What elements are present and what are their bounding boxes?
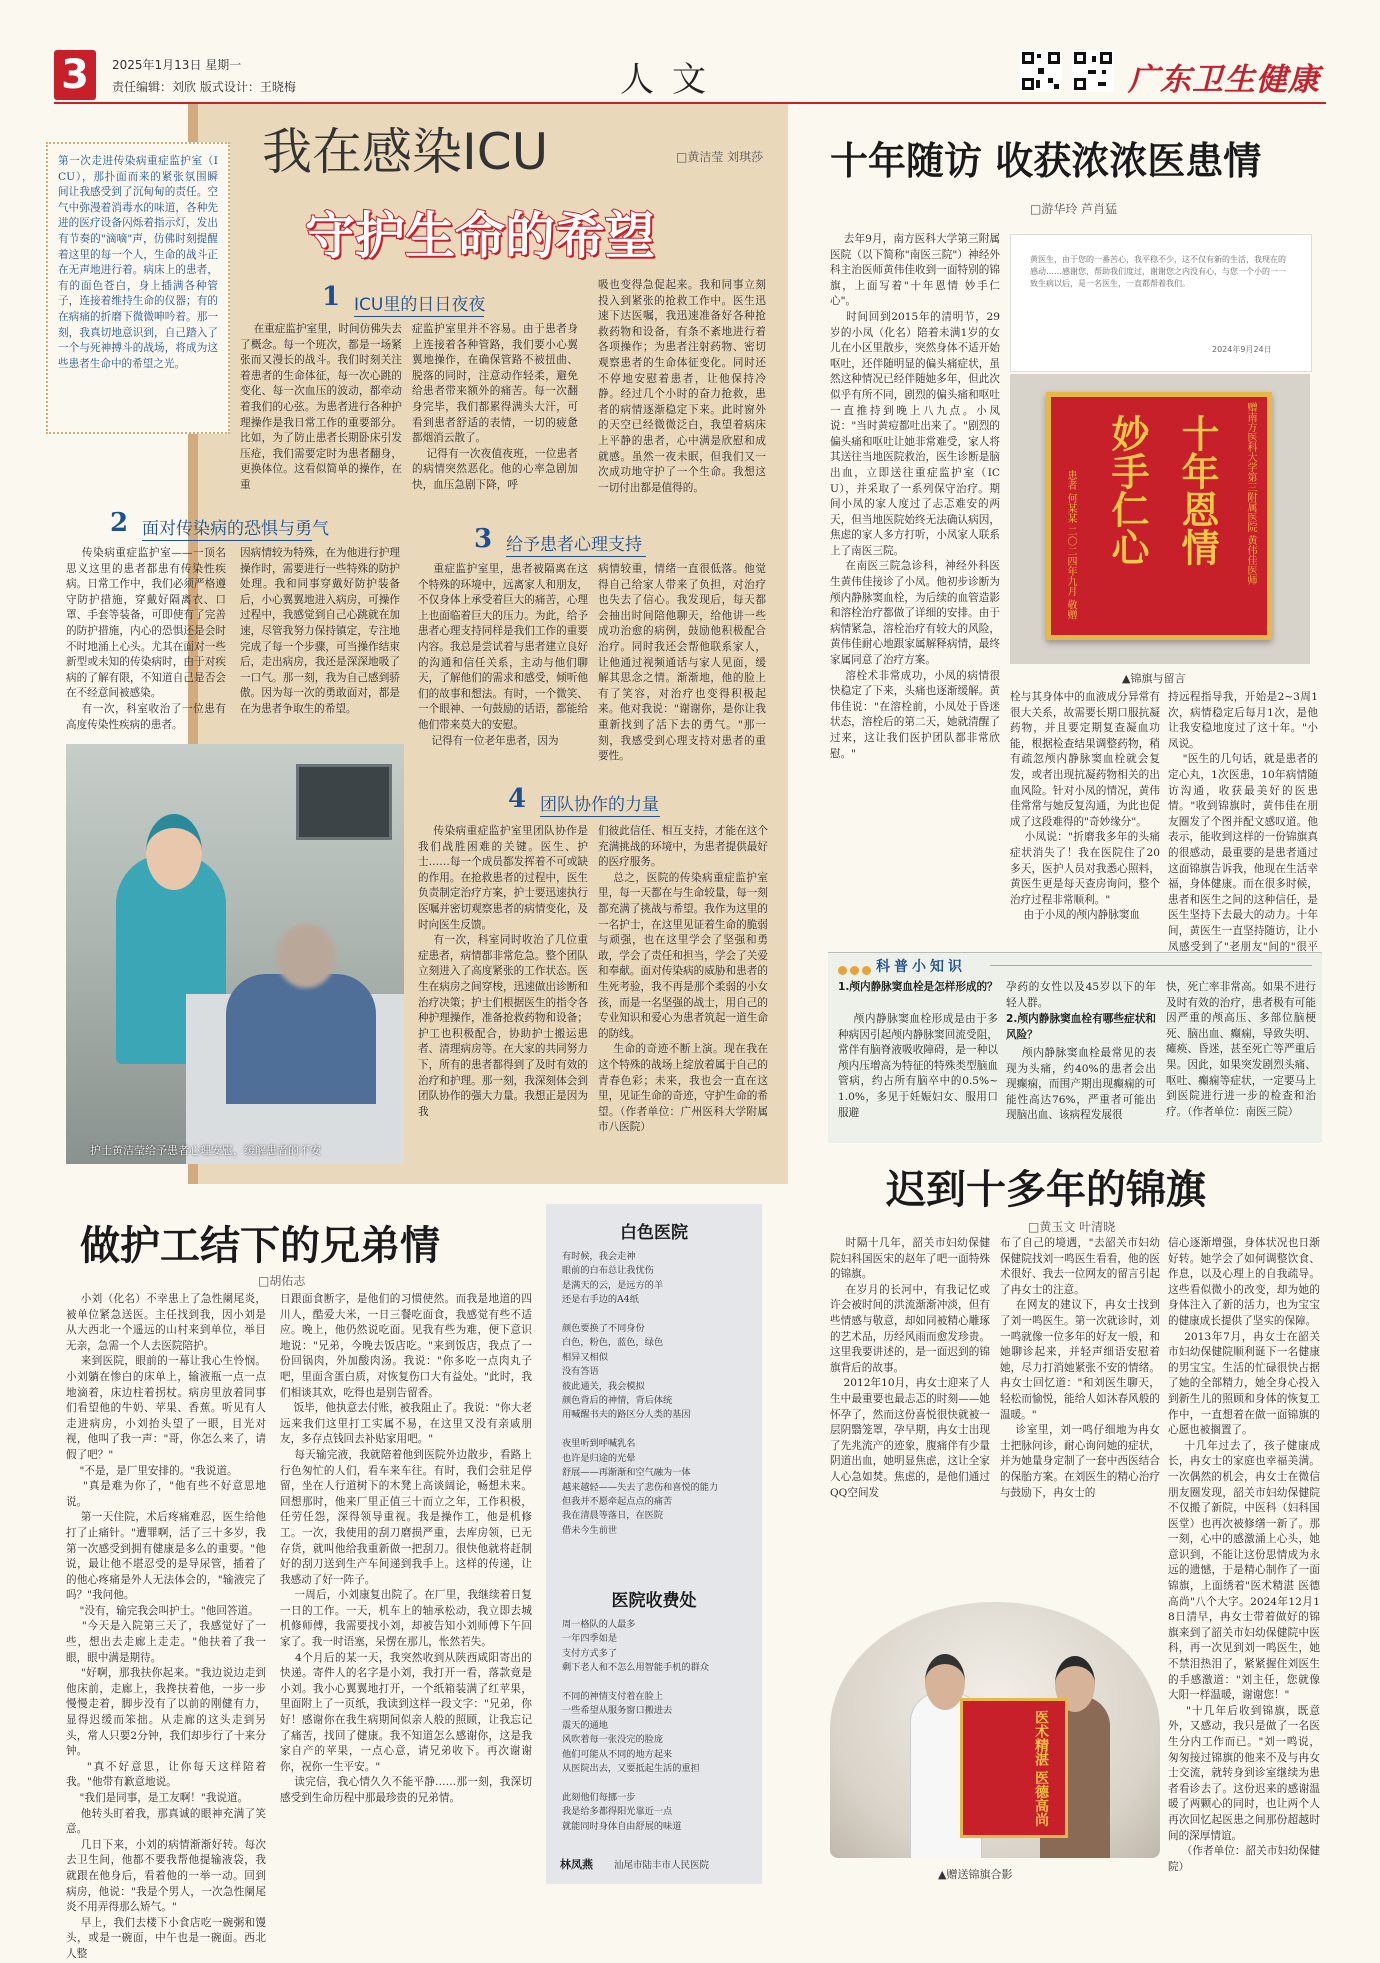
tenyear-byline: □游华玲 芦肖猛 [1030,202,1118,216]
banner-main-col1: 十年恩情 [1175,414,1220,566]
section2-number: 2 [110,508,129,538]
banner-col3: 信心逐渐增强，身体状况也日渐好转。她学会了如何调整饮食、作息，以及心理上的自我疏导。这些看似微小的改变，却为她的身体注入了新的活力，也为宝宝的健康成长提供了坚实的保障。 2013年7月，冉女士在韶关市妇幼保健院顺利诞下一名健康的男宝宝。生活的忙碌很快占据了她的全部精力，她全身心投入到新生儿的照顾和身体的恢复工作中，一直想着在做一面锦旗的心愿也被搁置了。 十几年过去了，孩子健康成长，冉女士的家庭也幸福美满。一次偶然的机会，冉女士在微信朋友圈发现，韶关市妇幼保健院不仅搬了新院，中医科（妇科国医堂）也再次被修缮一新了。那一刻，心中的感激涌上心头，她意识到，不能让这份思情成为永远的遗憾，于是精心制作了一面锦旗，上面绣着"医术精湛 医德高尚"八个大字。2024年12月18日清早，冉女士带着做好的锦旗来到了韶关市妇幼保健院中医科，再一次见到刘一鸣医生，她不禁泪热泪了，紧紧握住刘医生的手感激道："刘主任，您就像大阳一样温暖，谢谢您！" "十几年后收到锦旗，既意外，又感动，我只是做了一名医生分内工作而已。"刘一鸣说，匆匆接过锦旗的他来不及与冉女士交流，就转身到诊室继续为患者看诊去了。这份迟来的感谢温暖了两颗心的同时，也让两个人再次回忆起医患之间那份超越时间的深厚情谊。 （作者单位：韶关市妇幼保健院） [1168,1237,1320,1873]
editor-credits: 责任编辑：刘欣 版式设计：王晓梅 [112,80,296,94]
photo-flag-text: 医术精湛 医德高尚 [1033,1710,1049,1827]
science-q2: 2.颅内静脉窦血栓有哪些症状和风险？ [1006,1013,1156,1041]
brothers-title: 做护工结下的兄弟情 [80,1222,440,1269]
banner-col1: 时隔十几年，韶关市妇幼保健院妇科国医宋的赵年了吧一面特殊的锦旗。 在岁月的长河中，有我记忆或许会被时间的洪流渐渐冲淡，但有些情感与敬意，却如同被精心雕琢的艺术品，历经风雨而愈发珍贵。这里我要讲述的，是一面迟到的锦旗背后的故事。 2012年10月，冉女士迎来了人生中最重要也最忐忑的时刻——她怀孕了，然而这份喜悦很快就被一层阴翳笼罩，孕早期，冉女士出现了先兆流产的迹象，腹痛伴有少量阴道出血，她明显焦虑，这让全家人心急如焚。焦虑的，是他们通过QQ空间发 [830,1237,990,1499]
section4-title: 团队协作的力量 [540,795,659,815]
section4-col1: 传染病重症监护室里团队协作是我们战胜困难的关键。医生、护士……每一个成员都发挥着不可或缺的作用。在抢救患者的过程中，医生负责制定治疗方案，护士要迅速执行医嘱并密切观察患者的病情变化，及时向医生反馈。 有一次，科室同时收治了几位重症患者，病情都非常危急。整个团队立刻进入了高度紧张的工作状态。医生在病房之间穿梭，迅速做出诊断和治疗决策；护士们根据医生的指令各种护理操作，准备抢救药物和设备；护工也积极配合，协助护士搬运患者、清理病房等。在大家的共同努力下，所有的患者都得到了及时有效的治疗和护理。那一刻，我深刻体会到团队协作的强大力量。我想正是因为我 [418,825,588,1118]
science-dots-icon [838,960,878,972]
section2-col1: 传染病重症监护室——一顶名思义这里的患者都患有传染性疾病。日常工作中，我们必须严格遵守防护措施，穿戴好隔离衣、口罩、手套等装备，可即使有了完善的防护措施，内心的恐惧还是会时不时地涌上心头。尤其在面对一些新型或未知的传染病时，由于对疾病的了解有限，不知道自己是否会在不经意间被感染。 有一次，科室收治了一位患有高度传染性疾病的患者。 [66,547,226,731]
poem-stanzas-2: 周一格队的人最多 一年四季如是 支付方式多了 剩下老人和不怎么用智能手机的群众 不同的神情支付着在脸上 一些希望从服务窗口搬进去 震天的通地 风吹着每一张没完的脸庞 他们可能从不同的地方起来 从医院出去，又要抵起生活的重担 此刻他们每挪一步 我是给多都得阳光靠近一点 就能同时身体自由舒展的味道 [562,1619,709,1832]
section4-number: 4 [508,784,527,814]
page-number-badge: 3 [54,50,96,100]
section2-col2: 因病情较为特殊，在为他进行护理操作时，需要进行一些特殊的防护处理。我和同事穿戴好防护装备后，小心翼翼地进入病房，可操作过程中，我感觉到自己心跳就在加速，尽管我努力保持镇定，专注地完成了每一个步骤，可当操作结束后，走出病房，我还是深深地吸了一口气。那一刻，我为自己感到骄傲。因为每一次的勇敢面对，都是在为患者争取生的希望。 [240,547,400,715]
section1-rule [354,316,484,317]
issue-date: 2025年1月13日 星期一 [112,58,242,72]
masthead [0,0,1380,100]
section3-col1: 重症监护室里，患者被隔离在这个特殊的环境中，远离家人和朋友，不仅身体上承受着巨大的痛苦，心理上也面临着巨大的压力。为此，给予患者心理支持同样是我们工作的重要内容。我总是尝试着与患者建立良好的沟通和信任关系，主动与他们聊天，了解他们的需求和感受，倾听他们的故事和想法。有时，一个微笑、一个眼神、一句鼓励的话语，都能给他们带来莫大的安慰。 记得有一位老年患者，因为 [418,563,588,747]
poem-stanzas-1: 有时候，我会走神 眼前的白布总让我忧伤 是满天的云，是远方的羊 还是右手边的A4纸 颜色要换了不同身份 白色，粉色，蓝色，绿色 相异又相似 没有答语 彼此通关，我会模拟 颜色背后的神情，背后体统 用喊醒书夫的路区分人类的基因 夜里听到呼喊乳名 也许是归途的光晕 舒展——再渐渐和空气融为一体 越来越轻——失去了悲伤和喜悦的能力 但我并不愿牵起点点的痛苦 我在清晨等落日，在医院 借未今生前世 [562,1251,719,1536]
science-title-rule [990,965,1312,966]
qr-code-icon [1072,50,1114,92]
banner-bottom-text: 患者 何某某 二〇二四年九月 敬赠 [1065,470,1076,620]
award-photo [830,1602,1160,1858]
photo-patient [226,974,376,1104]
letter-date: 2024年9月24日 [1212,345,1272,354]
poem-title-2: 医院收费处 [611,1591,697,1611]
section1-col2: 症监护室里并不容易。由于患者身上连接着各种管路，我们要小心翼翼地操作，在确保管路不被扭曲、脱落的同时，注意动作轻柔，避免给患者带来额外的痛苦。每一次翻身完毕，我们都累得满头大汗，可看到患者舒适的表情，一切的疲惫都烟消云散了。 记得有一次夜值夜班，一位患者的病情突然恶化。他的心率急剧加快，血压急剧下降，呼 [412,323,578,491]
banner-caption: ▲锦旗与留言 [1122,672,1186,685]
icu-byline: □黄洁莹 刘琪莎 [676,150,764,164]
science-a1: 颅内静脉窦血栓形成是由于多种病因引起颅内静脉窦回流受阻，常伴有脑脊液吸收障碍，是一种以颅内压增高为特征的特殊类型脑血管病，约占所有脑卒中的0.5%~1.0%，多见于妊娠妇女、服用口服避 [838,1013,998,1119]
photo-nurse-head [146,814,202,890]
science-a2-cont: 快，死亡率非常高。如果不进行及时有效的治疗，患者极有可能因严重的颅高压、多部位脑梗死、脑出血、癫痫，导致失明、瘫痪、昏迷，甚至死亡等严重后果。因此，如果突发剧烈头痛、呕吐、癫痫等症状，一定要马上到医院进行进一步的检查和治疗。（作者单位：南医三院） [1166,981,1316,1118]
banner-article-byline: □黄玉文 叶清晓 [1028,1220,1116,1234]
banner-article-title: 迟到十多年的锦旗 [886,1166,1206,1213]
brothers-byline: □胡佑志 [258,1274,306,1288]
section1-title: ICU里的日日夜夜 [354,295,486,315]
section-name: 人文 [620,60,724,100]
photo-monitor [296,764,392,840]
qr-code-icon [1020,50,1062,92]
section3-number: 3 [474,524,493,554]
photo-caption: 护士黄洁莹给予患者心理安慰，缓解患者的不安 [90,1144,321,1157]
poem-unit: 汕尾市陆丰市人民医院 [614,1860,710,1871]
icu-intro: 第一次走进传染病重症监护室（ICU），那扑面而来的紧张氛围瞬间让我感受到了沉甸甸的责任。空气中弥漫着消毒水的味道，各种先进的医疗设备闪烁着指示灯，发出有节奏的"滴嘀"声，仿佛时刻提醒着这里的每一个人，生命的战斗正在无声地进行着。病床上的患者，有的面色苍白，身上插满各种管子，连接着维持生命的仪器；有的在病痛的折磨下微微呻吟着。那一刻，我真切地意识到，自己踏入了一个与死神搏斗的战场，将成为这些患者生命中的希望之光。 [58,155,218,370]
section1-col1: 在重症监护室里，时间仿佛失去了概念。每一个班次，都是一场紧张而又漫长的战斗。我们时刻关注着患者的生命体征，每一次心跳的变化、每一次血压的波动，都牵动着我们的心弦。为患者进行各种护理操作是我日常工作的重要部分。比如，为了防止患者长期卧床引发压疮，我们需要定时为患者翻身，更换体位。这看似简单的操作，在重 [240,323,402,491]
tenyear-col2: 栓与其身体中的血液成分异常有很大关系，故需要长期口服抗凝药物，并且要定期复查凝血功能，根据检查结果调整药物，稍有疏忽颅内静脉窦血栓就会复发，或者出现抗凝药物相关的出血风险。针对小凤的情况，黄伟佳常常与她反复沟通，为此也促成了这段难得的"奇妙缘分"。 小凤说："折磨我多年的头痛症状消失了！我在医院住了20多天，医护人员对我悉心照料，黄医生更是每天查房询问，整个治疗过程非常顺利。" 由于小凤的颅内静脉窦血 [1010,691,1160,922]
banner-col2: 布了自己的境遇，"去韶关市妇幼保健院找刘一鸣医生看看，他的医术很好、我去一位网友的留言引起了冉女士的注意。 在网友的建议下，冉女士找到了刘一鸣医生。第一次就诊时，刘一鸣就像一位多年的好友一般，和她聊诊起来，并轻声细语安慰着她，尽力打消她紧张不安的情绪。冉女士回忆道："和刘医生聊天，轻松而愉悦，能给人如沐春风般的温暖。" 诊室里，刘一鸣仔细地为冉女士把脉问诊，耐心询问她的症状，并为她量身定制了一套中西医结合的保胎方案。在刘医生的精心治疗与鼓励下，冉女士的 [1000,1237,1160,1499]
newspaper-logo: 广东卫生健康 [1128,62,1320,98]
section2-rule [142,540,312,541]
tenyear-title: 十年随访 收获浓浓医患情 [830,138,1262,183]
section2-title: 面对传染病的恐惧与勇气 [142,519,329,539]
section3-rule [506,556,646,557]
award-photo-caption: ▲赠送锦旗合影 [938,1868,1013,1881]
nurse-patient-photo [66,744,404,1164]
science-title: 科普小知识 [876,959,966,975]
tenyear-col1: 去年9月，南方医科大学第三附属医院（以下简称"南医三院"）神经外科主治医师黄伟佳收到一面特别的锦旗，上面写着"十年恩情 妙手仁心"。 时间回到2015年的清明节，29岁的小凤（化名）陪着未满1岁的女儿在小区里散步，突然身体不适开始呕吐，还伴随明显的偏头痛症状，虽然这种情况已经伴随她多年，但此次似乎有所不同，剧烈的偏头痛和呕吐一直推持到晚上八九点。小凤说："当时黄痘都吐出来了。"剧烈的偏头痛和呕吐让她非常难受，家人将其送往当地医院救治，医生诊断是脑出血，立即送往重症监护室（ICU），并采取了一系列保守治疗。期间小凤的家人度过了忐忑难安的两天，但当地医院始终无法确认病因，焦虑的家人多方打听，小凤家人联系上了南医三院。 在南医三院急诊科，神经外科医生黄伟佳接诊了小凤。他初步诊断为颅内静脉窦血栓，为后续的血管造影和溶栓治疗都做了详细的安排。由于病情紧急，溶栓治疗有较大的风险，黄伟佳耐心地跟家属解释病情，最终家属同意了治疗方案。 溶栓术非常成功，小凤的病情很快稳定了下来，头痛也逐渐缓解。黄伟佳说："在溶栓前，小凤处于昏迷状态，溶栓后的第二天，她就清醒了过来，这让我们医护团队都非常欣慰。" [830,233,1000,760]
brothers-col2: 日跟面食断字，是他们的习惯使然。而我是地道的四川人，酷爱大米，一日三餐吃面食，我感觉有些不适应。晚上，他仍然说吃面。见我有些为难，便下意识地说："兄弟，今晚去饭店吃。"来到饭店，我点了一份回锅肉，外加酸肉汤。我说："你多吃一点肉丸子吧，里面含蛋白质，对恢复伤口大有益处。"此时，我们相谈其欢，吃得也是别告留香。 饭毕，他执意去付账，被我阻止了。我说："你大老远来我们这里打工实属不易，在这里又没有亲戚朋友，多存点钱回去补贴家用吧。" 每天输完液，我就陪着他到医院外边散步，看路上行色匆忙的人们，看车来车往。有时，我们会驻足停留，坐在人行道树下的木凳上高谈阔论，畅想未来。回想那时，他来厂里正值三十而立之年，工作积极，任劳任怨，深得领导重视。我是操作工，他是机修工。一次，我使用的刮刀磨损严重，去库房领，已无存货，就叫他给我重新做一把刮刀。很快他就将赶制好的刮刀送到生产车间递到我手上。这样的传递，让我感动了好一阵子。 一周后，小刘康复出院了。在厂里，我继续着日复一日的工作。一天，机车上的轴承松动，我立即去城机修师傅，我需要找小刘，却被告知小刘师傅下午回家了。我一时语塞，呆愣在那儿，怅然若失。 4个月后的某一天，我突然收到从陕西咸阳寄出的快递。寄件人的名字是小刘，我打开一看，落款竟是小刘。我小心翼翼地打开，一个纸箱装满了红苹果，里面附上了一页纸，我读到这样一段文字："兄弟，你好！感谢你在我生病期间似亲人般的照顾，让我忘记了痛苦，找回了健康。我不知道怎么感谢你，这是我家自产的苹果，一点心意，请兄弟收下。再次谢谢你，祝你一生平安。" 读完信，我心情久久不能平静……那一刻，我深切感受到生命历程中那最珍贵的兄弟情。 [280,1293,532,1804]
banner-flag [1046,392,1272,640]
icu-title-line1: 我在感染ICU [262,123,549,181]
banner-main-col2: 妙手仁心 [1105,414,1150,566]
section3-col2: 病情较重，情绪一直很低落。他觉得自己给家人带来了负担，对治疗也失去了信心。我发现后，每天都会抽出时间陪他聊天，给他讲一些成功治愈的病例，鼓励他积极配合治疗。同时我还会帮他联系家人，让他通过视频通话与家人见面，缓解其思念之情。渐渐地，他的脸上有了笑容，对治疗也变得积极起来。他对我说："谢谢你，是你让我重新找到了活下去的勇气。"那一刻，我感受到心理支持对患者的重要性。 [598,563,766,763]
section1-col3: 吸也变得急促起来。我和同事立刻投入到紧张的抢救工作中。医生迅速下达医嘱，我迅速准备好各种抢救药物和设备，有条不紊地进行着各项操作；为患者注射药物、密切观察患者的生命体征变化。同时还不停地安慰着患者，让他保持冷静。经过几个小时的奋力抢救，患者的病情逐渐稳定下来。此时窗外的天空已经微微泛白，我望着病床上平静的患者，心中满是欣慰和成就感。虽然一夜未眠，但我们又一次成功地守护了一个生命。我想这一切付出都是值得的。 [598,279,766,494]
letter-text: 黄医生，由于您的一番苦心，我平稳不少，这不仅有新的生活，我现在的感动……感谢您，帮助我们度过，谢谢您之内没有心，与您一个小的一一致生病以后，是一名医生，一直都帮着我们。 [1030,255,1286,288]
icu-title-line2: 守护生命的希望 [305,206,655,265]
section4-col2: 们彼此信任、相互支持，才能在这个充满挑战的环境中，为患者提供最好的医疗服务。 总之，医院的传染病重症监护室里，每一天都在与生命较量，每一刻都充满了挑战与希望。我作为这里的一名护士，在这里见证着生命的脆弱与顽强，也在这里学会了坚强和勇敢，学会了责任和担当，学会了关爱和奉献。面对传染病的威胁和患者的生死考验，我不再是那个柔弱的小女孩，而是一名坚强的战士，用自己的专业知识和爱心为患者筑起一道生命的防线。 生命的奇迹不断上演。现在我在这个特殊的战场上绽放着属于自己的青春色彩；未来，我也会一直在这里，见证生命的奇迹，守护生命的希望。（作者单位：广州医科大学附属市八医院） [598,825,768,1134]
banner-top-text: 赠南方医科大学第三附属医院 黄伟佳医师 [1245,402,1256,586]
poem-author: 林凤燕 [560,1858,593,1871]
science-a2: 颅内静脉窦血栓最常见的表现为头痛，约40%的患者会出现癫痫，而围产期出现癫痫的可能性高达76%，严重者可能出现脑出血、该病程发展很 [1006,1047,1156,1122]
section1-number: 1 [322,282,341,312]
photo-doctor-head [925,1654,965,1710]
science-a1-cont: 孕药的女性以及45岁以下的年轻人群。 [1006,981,1156,1009]
section4-rule [540,816,660,817]
science-q1: 1.颅内静脉窦血栓是怎样形成的？ [838,981,998,993]
section3-title: 给予患者心理支持 [506,535,642,555]
tenyear-col3: 持远程指导我，开始是2~3周1次，病情稳定后每月1次，是他让我安稳地度过了这十年。"小凤说。 "医生的几句话，就是患者的定心丸，1次医患，10年病情随访沟通，收获最美好的医患情。"收到锦旗时，黄伟佳在朋友圈发了个图并配文感叹道。他表示，能收到这样的一份锦旗真的很感动，最重要的是患者通过这面锦旗告诉我，他现在生活幸福，身体健康。而在很多时候，患者和医生之间的这种信任，是医生坚持下去最大的动力。十年间，黄医生一直坚持随访，让小凤感受到了"老朋友"间的"很平 [1168,691,1318,953]
poem-title-1: 白色医院 [620,1223,688,1243]
brothers-col1: 小刘（化名）不幸患上了急性阑尾炎，被单位紧急送医。主任找到我，因小刘是从大西北一个遥远的山村来到单位，举目无亲，急需一个人去医院陪护。 来到医院，眼前的一幕让我心生怜悯。小刘躺在惨白的床单上，输液瓶一点一点地滴着，床边柱着拐杖。病房里放着同事们看望他的牛奶、苹果、香蕉。听见有人走进病房，小刘抬头望了一眼，目光对视，他叫了我一声："哥，你怎么来了，请假了吧？" "不是，是厂里安排的。"我说道。 "真是难为你了，"他有些不好意思地说。 第一天住院，术后疼痛难忍，医生给他打了止痛针。"遭罪啊，活了三十多岁，我第一次感受到拥有健康是多么的重要。"他说，最让他不堪忍受的是导尿管，插着了的他心疼痛是外人无法体会的，"输液完了吗？"我问他。 "没有，输完我会叫护士。"他回答道。 "今天是入院第三天了，我感觉好了一些，想出去走廊上走走。"他扶着了我一眼，眼中满是期待。 "好啊，那我扶你起来。"我边说边走到他床前，走廊上，我搀扶着他，一步一步慢慢走着，脚步没有了以前的刚健有力，显得迟缓而笨拙。从走廊的这头走到另头，常人只要2分钟，我们却步行了十来分钟。 "真不好意思，让你每天这样陪着我。"他带有歉意地说。 "我们是同事，是工友啊！"我说道。 他转头盯着我，那真诚的眼神充满了笑意。 几日下来，小刘的病情渐渐好转。每次去卫生间，他都不要我帮他提输液袋，我就跟在他身后，看着他的一举一动。回到病房，他说："我是个男人，一次急性阑尾炎不用弄得那么矫气。" 早上，我们去楼下小食店吃一碗粥和馒头，或是一碗面，中午也是一碗面。西北人整 [66,1293,266,1960]
photo-patient-head [276,924,336,988]
